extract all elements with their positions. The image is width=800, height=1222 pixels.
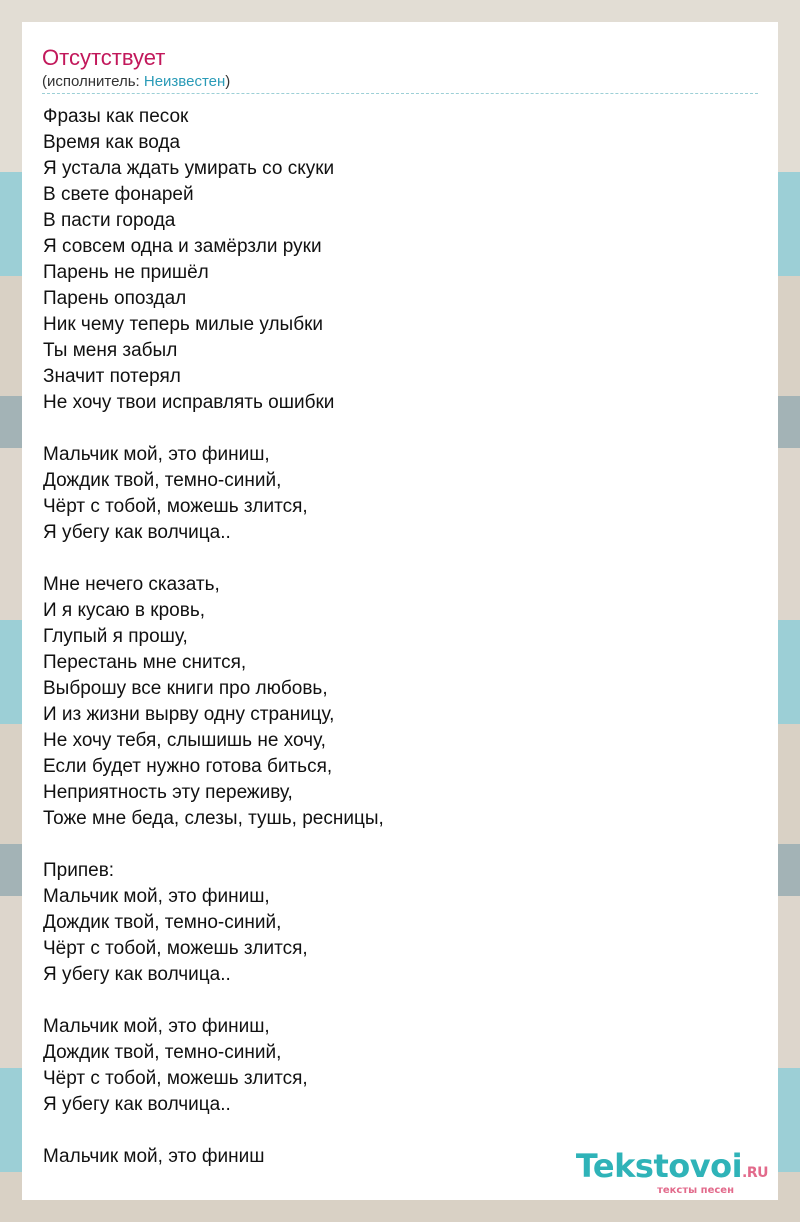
lyric-line: Дождик твой, темно-синий, bbox=[43, 470, 282, 491]
lyric-line: Не хочу тебя, слышишь не хочу, bbox=[43, 730, 326, 751]
lyric-line: В пасти города bbox=[43, 210, 176, 231]
site-logo[interactable] bbox=[576, 1149, 768, 1196]
lyric-line: Парень опоздал bbox=[43, 288, 187, 309]
lyric-line: Неприятность эту переживу, bbox=[43, 782, 293, 803]
lyric-line: И я кусаю в кровь, bbox=[43, 600, 206, 621]
lyric-line bbox=[43, 546, 753, 572]
lyric-line: Выброшу все книги про любовь, bbox=[43, 678, 328, 699]
song-title: Отсутствует bbox=[42, 45, 166, 70]
logo-tld: .RU bbox=[742, 1165, 768, 1181]
lyric-line: Глупый я прошу, bbox=[43, 626, 188, 647]
artist-line bbox=[42, 72, 230, 92]
lyric-line bbox=[43, 832, 753, 858]
lyric-line: Чёрт с тобой, можешь злится, bbox=[43, 938, 308, 959]
lyric-line: Я устала ждать умирать со скуки bbox=[43, 158, 335, 179]
lyric-line: Чёрт с тобой, можешь злится, bbox=[43, 1068, 308, 1089]
lyric-line: Перестань мне снится, bbox=[43, 652, 247, 673]
lyric-line: Если будет нужно готова биться, bbox=[43, 756, 333, 777]
artist-prefix: (исполнитель: bbox=[42, 73, 144, 90]
lyric-line: Мальчик мой, это финиш bbox=[43, 1146, 265, 1167]
lyric-line: Мне нечего сказать, bbox=[43, 574, 220, 595]
lyrics-text bbox=[43, 104, 753, 1170]
logo-tagline: тексты песен bbox=[657, 1185, 734, 1196]
lyric-line: Мальчик мой, это финиш, bbox=[43, 886, 270, 907]
lyric-line: И из жизни вырву одну страницу, bbox=[43, 704, 335, 725]
lyric-line bbox=[43, 416, 753, 442]
lyric-line: Дождик твой, темно-синий, bbox=[43, 912, 282, 933]
artist-link[interactable]: Неизвестен bbox=[143, 73, 226, 90]
lyric-line: Я убегу как волчица.. bbox=[43, 1094, 231, 1115]
lyric-line: Ник чему теперь милые улыбки bbox=[43, 314, 323, 335]
lyric-line: В свете фонарей bbox=[43, 184, 194, 205]
lyric-line: Парень не пришёл bbox=[43, 262, 209, 283]
lyric-line: Дождик твой, темно-синий, bbox=[43, 1042, 282, 1063]
lyric-line: Тоже мне беда, слезы, тушь, ресницы, bbox=[43, 808, 384, 829]
lyric-line: Ты меня забыл bbox=[43, 340, 178, 361]
lyric-line: Чёрт с тобой, можешь злится, bbox=[43, 496, 308, 517]
lyric-line: Я убегу как волчица.. bbox=[43, 964, 231, 985]
lyric-line: Мальчик мой, это финиш, bbox=[43, 1016, 270, 1037]
lyric-line: Я совсем одна и замёрзли руки bbox=[43, 236, 322, 257]
artist-suffix: ) bbox=[225, 73, 231, 90]
lyric-line: Я убегу как волчица.. bbox=[43, 522, 231, 543]
lyrics-card bbox=[22, 22, 778, 1200]
lyric-line: Время как вода bbox=[43, 132, 181, 153]
lyric-line bbox=[43, 1118, 753, 1144]
lyric-line bbox=[43, 988, 753, 1014]
title-divider bbox=[42, 93, 758, 94]
lyric-line: Не хочу твои исправлять ошибки bbox=[43, 392, 335, 413]
lyric-line: Припев: bbox=[43, 860, 115, 881]
lyric-line: Значит потерял bbox=[43, 366, 181, 387]
lyric-line: Фразы как песок bbox=[43, 106, 189, 127]
logo-name: Tekstovoi bbox=[575, 1147, 743, 1185]
lyric-line: Мальчик мой, это финиш, bbox=[43, 444, 270, 465]
